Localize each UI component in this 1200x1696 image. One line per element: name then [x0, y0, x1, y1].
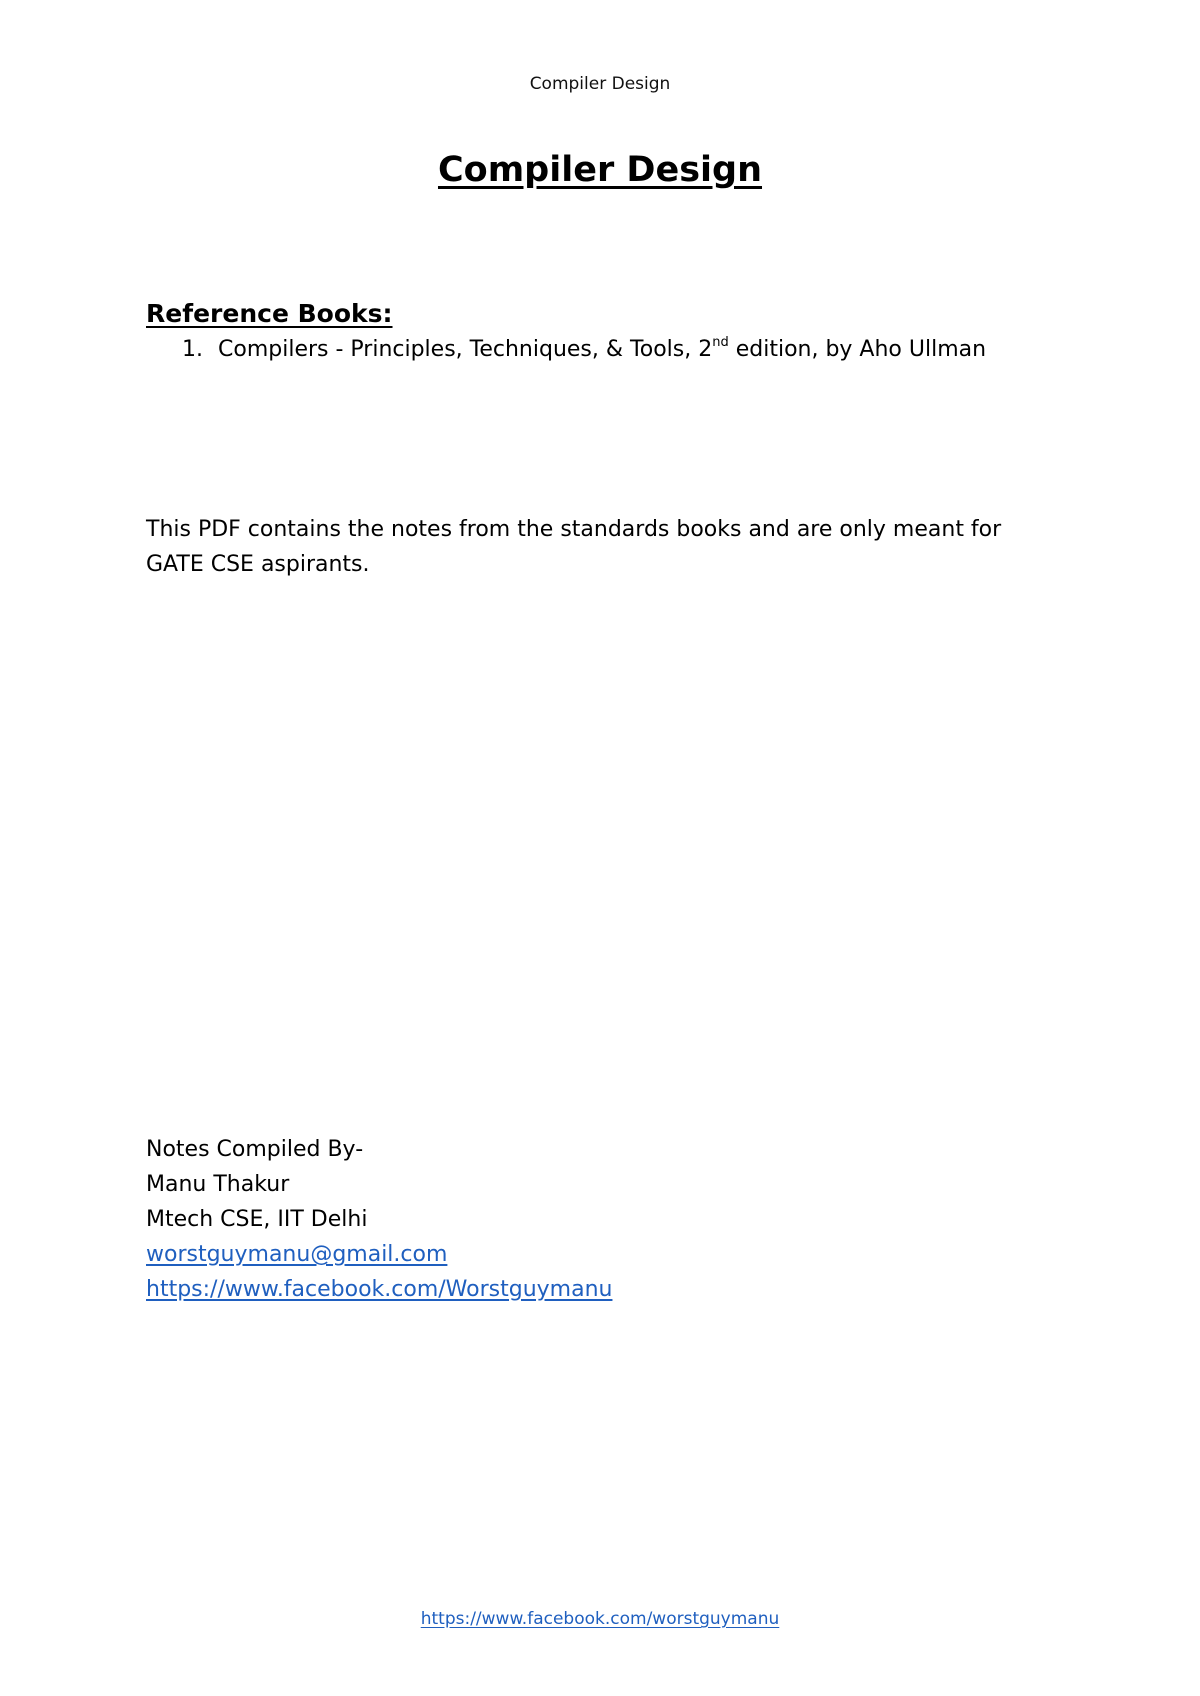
- credits-label: Notes Compiled By-: [146, 1137, 364, 1162]
- running-header: Compiler Design: [529, 74, 671, 94]
- footer-facebook-link[interactable]: https://www.facebook.com/worstguymanu: [420, 1609, 780, 1629]
- list-number: 1.: [182, 337, 203, 362]
- author-affiliation: Mtech CSE, IIT Delhi: [146, 1207, 368, 1232]
- page-footer: [0, 1609, 1200, 1629]
- intro-line: This PDF contains the notes from the standards books and are only meant for: [146, 517, 1002, 542]
- intro-line: GATE CSE aspirants.: [146, 552, 370, 577]
- credits-block: [146, 1132, 612, 1307]
- email-link[interactable]: worstguymanu@gmail.com: [146, 1242, 448, 1267]
- reference-books-heading: Reference Books:: [146, 299, 393, 328]
- author-name: Manu Thakur: [146, 1172, 290, 1197]
- facebook-link[interactable]: https://www.facebook.com/Worstguymanu: [146, 1277, 613, 1302]
- ordinal-superscript: nd: [712, 335, 729, 350]
- reference-text: Compilers - Principles, Techniques, & Tools, 2: [218, 337, 713, 362]
- intro-paragraph: [146, 512, 1046, 582]
- document-title: Compiler Design: [437, 150, 763, 190]
- reference-text-tail: edition, by Aho Ullman: [728, 337, 987, 362]
- reference-list-item: [182, 337, 986, 362]
